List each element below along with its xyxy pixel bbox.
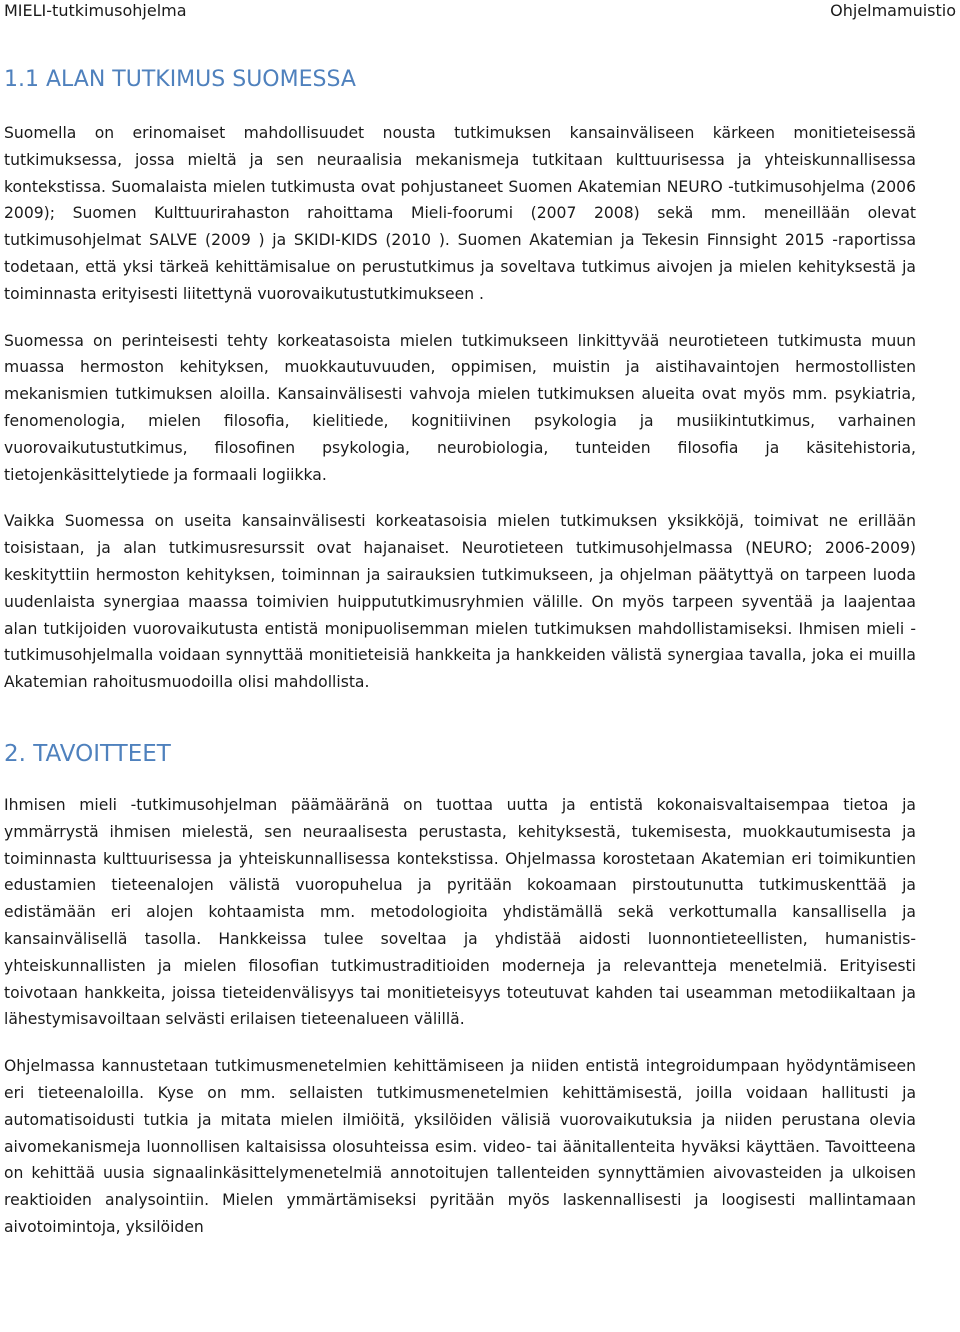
body-paragraph: Suomella on erinomaiset mahdollisuudet nousta tutkimuksen kansainväliseen kärkeen monitieteisessä tutkimuksessa, jossa mieltä ja sen neuraalisia mekanismeja tutkitaan kulttuurisessa ja yhteiskunnallisessa kontekstissa. Suomalaista mielen tutkimusta ovat pohjustaneet Suomen Akatemian NEURO -tutkimusohjelma (2006 2009); Suomen Kulttuurirahaston rahoittama Mieli-foorumi (2007 2008) sekä mm. meneillään olevat tutkimusohjelmat SALVE (2009 ) ja SKIDI-KIDS (2010 ). Suomen Akatemian ja Tekesin Finnsight 2015 -raportissa todetaan, että yksi tärkeä kehittämisalue on perustutkimus ja soveltava tutkimus aivojen ja mielen kehityksestä ja toiminnasta erityisesti liitettynä vuorovaikutustutkimukseen .: [4, 124, 916, 303]
header-document-type: Ohjelmamuistio: [830, 1, 956, 20]
body-paragraph: Suomessa on perinteisesti tehty korkeatasoista mielen tutkimukseen linkittyvää neurotieteen tutkimusta muun muassa hermoston kehityksen, muokkautuvuuden, oppimisen, muistin ja aistihavaintojen hermostollisten mekanismien tutkimuksen aloilla. Kansainvälisesti vahvoja mielen tutkimuksen alueita ovat myös mm. psykiatria, fenomenologia, mielen filosofia, kielitiede, kognitiivinen psykologia ja musiikintutkimus, varhainen vuorovaikutustutkimus, filosofinen psykologia, neurobiologia, tunteiden filosofia ja käsitehistoria, tietojenkäsittelytiede ja formaali logiikka.: [4, 331, 916, 484]
section-heading: 1.1 ALAN TUTKIMUS SUOMESSA: [4, 67, 356, 92]
header-program-name: MIELI-tutkimusohjelma: [4, 1, 187, 20]
body-paragraph: Ohjelmassa kannustetaan tutkimusmenetelmien kehittämiseen ja niiden entistä integroidumpaan hyödyntämiseen eri tieteenaloilla. Kyse on mm. sellaisten tutkimusmenetelmien kehittämisestä, joilla voidaan hallitusti ja automatisoidusti tutkia ja mitata mielen ilmiöitä, yksilöiden välisiä vuorovaikutuksia ja niiden perustana olevia aivomekanismeja luonnollisen kaltaisissa olosuhteissa esim. video- tai äänitallenteita hyväksi käyttäen. Tavoitteena on kehittää uusia signaalinkäsittelymenetelmiä annotoitujen tallenteiden synnyttämien aivovasteiden ja ulkoisen reaktioiden analysointiin. Mielen ymmärtämiseksi pyritään myös laskennallisesti ja loogisesti mallintamaan aivotoimintoja, yksilöiden: [4, 1057, 916, 1236]
section-heading: 2. TAVOITTEET: [4, 740, 171, 767]
body-paragraph: Vaikka Suomessa on useita kansainvälisesti korkeatasoisia mielen tutkimuksen yksikköjä, toimivat ne erillään toisistaan, ja alan tutkimusresurssit ovat hajanaiset. Neurotieteen tutkimusohjelmassa (NEURO; 2006-2009) keskityttiin hermoston kehityksen, toiminnan ja sairauksien tutkimukseen, ja ohjelman päätyttyä on tarpeen luoda uudenlaista synergiaa maassa toimivien huippututkimusryhmien välille. On myös tarpeen syventää ja laajentaa alan tutkijoiden vuorovaikutusta entistä monipuolisemman mielen tutkimuksen mahdollistamiseksi. Ihmisen mieli -tutkimusohjelmalla voidaan synnyttää monitieteisiä hankkeita ja hankkeiden välistä synergiaa tavalla, joka ei muilla Akatemian rahoitusmuodoilla olisi mahdollista.: [4, 512, 916, 692]
page-header: [0, 0, 960, 22]
body-paragraph: Ihmisen mieli -tutkimusohjelman päämääränä on tuottaa uutta ja entistä kokonaisvaltaisempaa tietoa ja ymmärrystä ihmisen mielestä, sen neuraalisesta perustasta, kehityksestä, tukemisesta, muokkautumisesta ja toiminnasta kulttuurisessa ja yhteiskunnallisessa kontekstissa. Ohjelmassa korostetaan Akatemian eri toimikuntien edustamien tieteenalojen välistä vuoropuhelua ja pyritään kokoamaan pirstoutunutta tutkimuskenttää ja edistämään eri alojen kohtaamista mm. metodologioita yhdistämällä sekä verkottumalla kansallisella ja kansainvälisellä tasolla. Hankkeissa tulee soveltaa ja yhdistää aidosti luonnontieteellisten, humanistis-yhteiskunnallisten ja mielen filosofian tutkimustraditioiden moderneja ja relevantteja menetelmiä. Erityisesti toivotaan hankkeita, joissa tieteidenvälisyys tai monitieteisyys toteutuvat kahden tai useamman metodiikaltaan ja lähestymisavoiltaan selvästi erilaisen tieteenalueen välillä.: [4, 795, 916, 1029]
document-body: [4, 66, 916, 1261]
